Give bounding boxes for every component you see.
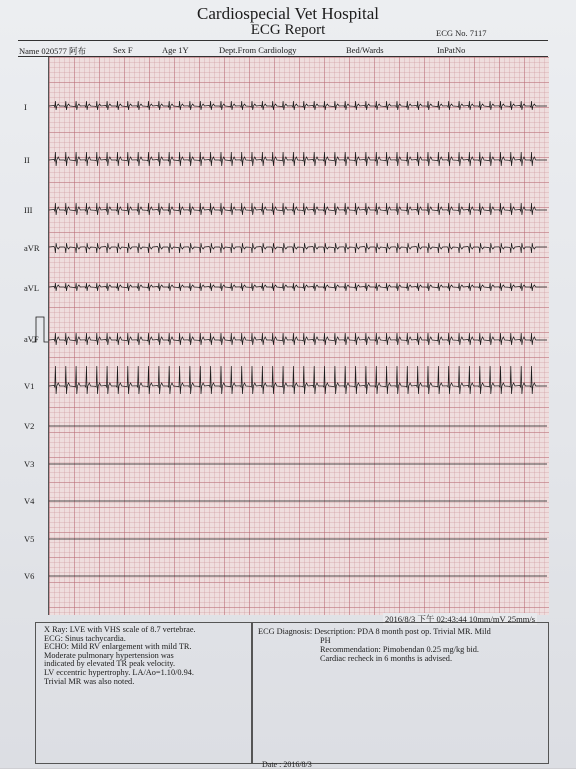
findings-text xyxy=(44,626,196,686)
finding-line: indicated by elevated TR peak velocity. xyxy=(44,659,176,669)
finding-line: ECHO: Mild RV enlargement with mild TR. xyxy=(44,642,192,652)
patient-name: Name 020577 阿布 xyxy=(19,46,87,56)
diagnosis-line: Recommendation: Pimobendan 0.25 mg/kg bid. xyxy=(320,645,480,654)
lead-label-v3: V3 xyxy=(24,459,35,469)
lead-label-v5: V5 xyxy=(24,534,35,544)
finding-line: Trivial MR was also noted. xyxy=(44,676,135,686)
diagnosis-label: ECG Diagnosis: xyxy=(258,627,313,636)
lead-label-i: I xyxy=(24,102,27,112)
trace-lead-avl xyxy=(49,283,547,291)
trace-lead-iii xyxy=(49,203,547,215)
lead-label-iii: III xyxy=(24,205,33,215)
patient-inpat: InPatNo xyxy=(437,45,466,55)
diagnosis-line: Cardiac recheck in 6 months is advised. xyxy=(320,654,453,663)
calibration-pulse xyxy=(32,317,48,342)
diagnosis-text xyxy=(258,627,491,663)
finding-line: ECG: Sinus tachycardia. xyxy=(44,633,126,643)
lead-label-ii: II xyxy=(24,155,30,165)
lead-label-v4: V4 xyxy=(24,496,35,506)
report-date: Date : 2016/8/3 xyxy=(262,760,312,769)
trace-lead-avf xyxy=(49,333,547,345)
lead-label-v6: V6 xyxy=(24,571,35,581)
trace-lead-i xyxy=(49,101,547,110)
patient-age: Age 1Y xyxy=(162,45,189,55)
diagnosis-line: PH xyxy=(320,636,331,645)
lead-label-avl: aVL xyxy=(24,283,40,293)
diagnosis-line: Description: PDA 8 month post op. Trivial MR. Mild xyxy=(314,627,491,636)
finding-line: X Ray: LVE with VHS scale of 8.7 vertebrae. xyxy=(44,625,196,634)
lead-label-v1: V1 xyxy=(24,381,35,391)
hospital-name: Cardiospecial Vet Hospital xyxy=(197,4,379,23)
trace-lead-v1 xyxy=(49,366,547,394)
patient-bed: Bed/Wards xyxy=(346,45,384,55)
lead-label-v2: V2 xyxy=(24,421,35,431)
patient-sex: Sex F xyxy=(113,45,133,55)
patient-dept: Dept.From Cardiology xyxy=(219,45,297,55)
trace-lead-avr xyxy=(49,243,547,253)
finding-line: LV eccentric hypertrophy. LA/Ao=1.10/0.94. xyxy=(44,667,194,677)
lead-label-avf: aVF xyxy=(24,334,39,344)
ecg-number: ECG No. 7117 xyxy=(436,28,487,38)
report-title: ECG Report xyxy=(250,22,326,38)
recording-stamp: 2016/8/3 下午 02:43:44 10mm/mV 25mm/s xyxy=(385,614,536,624)
finding-line: Moderate pulmonary hypertension was xyxy=(44,650,174,660)
trace-lead-ii xyxy=(49,152,547,166)
lead-label-avr: aVR xyxy=(24,243,40,253)
